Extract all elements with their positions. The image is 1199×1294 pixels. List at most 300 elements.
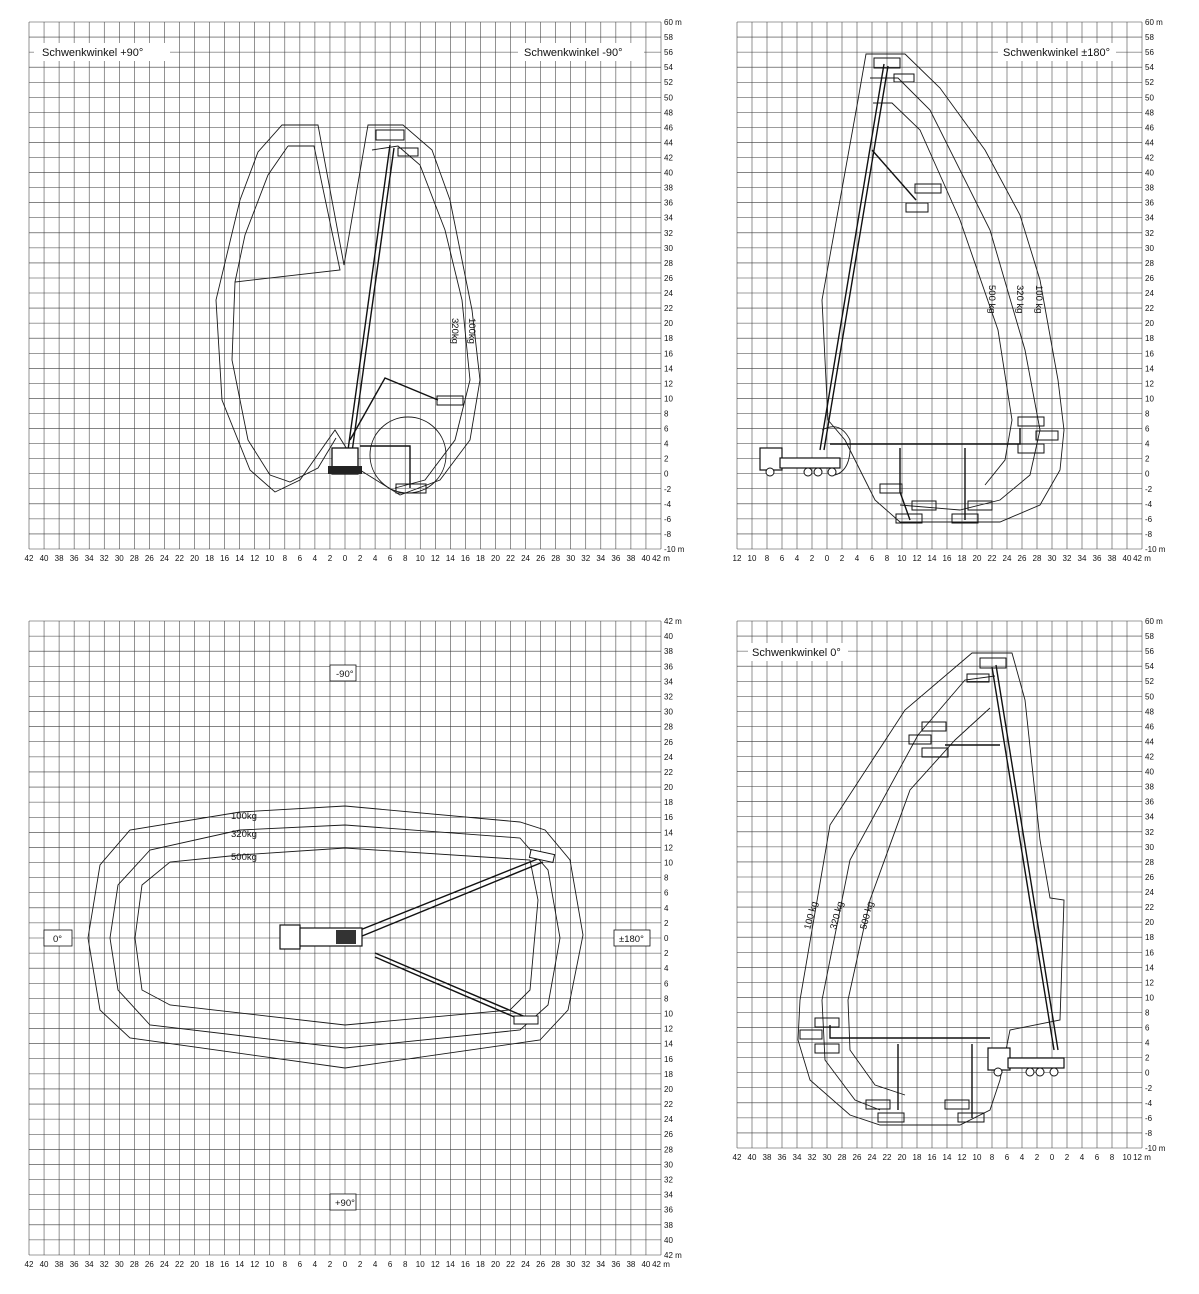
- label-swing-angle-plus-90: Schwenkwinkel +90°: [42, 47, 144, 59]
- x-tick-label: 34: [596, 554, 606, 563]
- y-tick-label: 36: [664, 1205, 673, 1215]
- y-tick-label: 16: [664, 349, 673, 359]
- y-tick-label: 8: [664, 873, 669, 883]
- y-tick-label: 26: [664, 737, 673, 747]
- y-tick-label: 38: [664, 183, 673, 193]
- x-tick-label: 38: [54, 1260, 64, 1269]
- panel-side-view-plus-minus-90: [25, 18, 685, 563]
- label-swing-angle-180: Schwenkwinkel ±180°: [1003, 47, 1111, 59]
- y-tick-label: 38: [664, 1220, 673, 1230]
- x-tick-label: 6: [297, 554, 303, 563]
- y-tick-label: 40: [664, 632, 673, 642]
- x-tick-label: 28: [129, 554, 139, 563]
- x-tick-label: 22: [175, 1260, 184, 1269]
- truck-side-view-icon: [760, 448, 840, 476]
- x-tick-label: 8: [402, 554, 408, 563]
- x-tick-label: 42: [24, 554, 34, 563]
- x-tick-label: 14: [235, 554, 245, 563]
- x-tick-label: 26: [852, 1153, 862, 1162]
- y-tick-label: 10: [664, 1009, 673, 1019]
- capacity-label-100kg: 100 kg: [1033, 285, 1044, 314]
- y-tick-label: 28: [1145, 857, 1154, 867]
- basket-icon: [909, 735, 931, 744]
- y-tick-label: 60 m: [1145, 18, 1163, 27]
- x-tick-label: 0: [342, 1260, 348, 1269]
- x-tick-label: 2: [327, 1260, 333, 1269]
- boom-mid-reach: [350, 378, 438, 440]
- x-tick-label: 26: [144, 554, 154, 563]
- x-tick-label: 6: [387, 554, 393, 563]
- x-tick-label: 10: [265, 1260, 275, 1269]
- x-tick-label: 34: [1077, 554, 1087, 563]
- envelope-inner-left: [232, 146, 340, 482]
- y-tick-label: 40: [1145, 767, 1154, 777]
- x-tick-label: 4: [854, 554, 860, 563]
- x-tick-label: 8: [1109, 1153, 1115, 1162]
- x-tick-label: 22: [175, 554, 184, 563]
- y-tick-label: 56: [664, 48, 673, 58]
- x-tick-label: 14: [445, 1260, 455, 1269]
- basket-icon: [945, 1100, 969, 1109]
- y-tick-label: 14: [664, 364, 673, 374]
- y-tick-label: 26: [664, 1130, 673, 1140]
- y-tick-label: 22: [664, 1100, 673, 1110]
- x-tick-label: 40: [1122, 554, 1132, 563]
- y-tick-label: 34: [664, 677, 673, 687]
- x-tick-label: 40: [641, 1260, 651, 1269]
- y-tick-label: 26: [664, 273, 673, 283]
- y-tick-label: 50: [1145, 93, 1154, 103]
- y-tick-label: -10 m: [664, 545, 685, 554]
- x-tick-label: 4: [312, 1260, 318, 1269]
- x-axis-ticks-top-left: [25, 554, 671, 563]
- y-tick-label: 20: [1145, 918, 1154, 928]
- x-tick-label: 10: [415, 554, 425, 563]
- y-tick-label: 8: [664, 994, 669, 1004]
- y-tick-label: 36: [664, 198, 673, 208]
- x-tick-label: 36: [69, 554, 79, 563]
- x-tick-label: 28: [551, 1260, 561, 1269]
- y-tick-label: 36: [1145, 797, 1154, 807]
- x-tick-label: 10: [265, 554, 275, 563]
- x-tick-label: 26: [1017, 554, 1027, 563]
- y-tick-label: 44: [1145, 737, 1154, 747]
- x-tick-label: 40: [747, 1153, 757, 1162]
- grid-bottom-right: [737, 621, 1142, 1148]
- y-tick-label: 16: [664, 813, 673, 823]
- y-tick-label: 48: [664, 108, 673, 118]
- y-tick-label: 20: [664, 1084, 673, 1094]
- y-tick-label: 34: [664, 213, 673, 223]
- y-tick-label: 32: [664, 228, 673, 238]
- x-tick-label: 30: [114, 554, 124, 563]
- x-tick-label: 34: [84, 1260, 94, 1269]
- x-tick-label: 2: [1064, 1153, 1070, 1162]
- x-tick-label: 6: [869, 554, 875, 563]
- x-tick-label: 30: [1047, 554, 1057, 563]
- x-tick-label: 24: [159, 554, 169, 563]
- x-tick-label: 30: [114, 1260, 124, 1269]
- basket-icon: [915, 184, 941, 193]
- y-tick-label: 16: [664, 1054, 673, 1064]
- boom-horizontal: [830, 1025, 990, 1038]
- x-tick-label: 20: [190, 554, 199, 563]
- y-tick-label: 60 m: [1145, 617, 1163, 626]
- basket-icon: [968, 501, 992, 510]
- y-tick-label: 14: [664, 828, 673, 838]
- y-axis-ticks-top-left: [664, 18, 685, 554]
- x-tick-label: 0: [824, 554, 830, 563]
- x-tick-label: 4: [1019, 1153, 1025, 1162]
- capacity-label-320kg: 320kg: [231, 829, 257, 840]
- x-tick-label: 8: [764, 554, 770, 563]
- x-tick-label: 36: [611, 554, 621, 563]
- y-tick-label: 24: [1145, 888, 1154, 898]
- x-tick-label: 16: [942, 554, 952, 563]
- x-tick-label: 2: [357, 554, 363, 563]
- x-tick-label: 12: [957, 1153, 967, 1162]
- y-tick-label: 32: [1145, 827, 1154, 837]
- y-tick-label: 52: [664, 78, 673, 88]
- x-tick-label: 18: [957, 554, 967, 563]
- capacity-label-500kg: 500 kg: [986, 285, 997, 314]
- y-tick-label: 2: [664, 949, 669, 959]
- y-tick-label: 34: [1145, 812, 1154, 822]
- y-tick-label: -4: [664, 499, 672, 509]
- x-tick-label: 12: [250, 1260, 260, 1269]
- x-tick-label: 18: [475, 1260, 485, 1269]
- y-tick-label: 30: [664, 1160, 673, 1170]
- y-tick-label: 54: [1145, 662, 1154, 672]
- y-tick-label: 46: [1145, 722, 1154, 732]
- x-tick-label: 24: [521, 1260, 531, 1269]
- x-tick-label: 32: [99, 554, 109, 563]
- y-tick-label: 48: [1145, 108, 1154, 118]
- y-tick-label: 22: [664, 304, 673, 314]
- y-tick-label: 12: [664, 843, 673, 853]
- y-tick-label: 28: [664, 1145, 673, 1155]
- x-tick-label: 10: [747, 554, 757, 563]
- x-tick-label: 22: [987, 554, 997, 563]
- y-tick-label: 54: [664, 63, 673, 73]
- y-tick-label: 22: [1145, 304, 1154, 314]
- y-tick-label: 30: [664, 707, 673, 717]
- x-tick-label: 38: [1107, 554, 1117, 563]
- x-tick-label: 12: [912, 554, 922, 563]
- y-tick-label: 24: [664, 289, 673, 299]
- x-tick-label: 20: [491, 554, 500, 563]
- x-tick-label: 34: [84, 554, 94, 563]
- x-tick-label: 2: [357, 1260, 363, 1269]
- y-tick-label: 24: [1145, 289, 1154, 299]
- y-tick-label: 18: [664, 1069, 673, 1079]
- capacity-label-500kg: 500 kg: [858, 900, 877, 931]
- y-tick-label: 32: [1145, 228, 1154, 238]
- y-tick-label: 28: [1145, 258, 1154, 268]
- capacity-label-320kg: 320 kg: [828, 900, 847, 931]
- x-tick-label: 18: [205, 1260, 215, 1269]
- x-tick-label: 12: [732, 554, 742, 563]
- x-axis-ticks-bottom-right: [733, 1153, 1152, 1162]
- y-tick-label: -8: [1145, 529, 1153, 539]
- y-tick-label: 38: [664, 647, 673, 657]
- x-tick-label: 12: [430, 1260, 440, 1269]
- basket-icon: [800, 1030, 822, 1039]
- capacity-label-100kg: 100 kg: [802, 900, 821, 931]
- x-tick-label: 8: [884, 554, 890, 563]
- x-tick-label: 8: [402, 1260, 408, 1269]
- y-tick-label: 26: [1145, 872, 1154, 882]
- x-tick-label: 22: [882, 1153, 892, 1162]
- y-tick-label: 56: [1145, 48, 1154, 58]
- y-tick-label: 18: [664, 798, 673, 808]
- y-tick-label: 10: [1145, 993, 1154, 1003]
- x-tick-label: 10: [1122, 1153, 1132, 1162]
- x-tick-label: 18: [205, 554, 215, 563]
- x-tick-label: 16: [927, 1153, 937, 1162]
- x-tick-label: 32: [807, 1153, 817, 1162]
- y-tick-label: 58: [1145, 632, 1154, 642]
- y-tick-label: 44: [664, 138, 673, 148]
- x-tick-label: 2: [839, 554, 845, 563]
- x-tick-label: 38: [54, 554, 64, 563]
- y-tick-label: 8: [1145, 1008, 1150, 1018]
- x-tick-label: 38: [626, 1260, 636, 1269]
- x-tick-label: 18: [475, 554, 485, 563]
- y-tick-label: 2: [1145, 1053, 1150, 1063]
- y-tick-label: 56: [1145, 647, 1154, 657]
- panel-side-view-180: [733, 18, 1166, 563]
- x-tick-label: 6: [297, 1260, 303, 1269]
- x-tick-label: 8: [282, 1260, 288, 1269]
- y-axis-ticks-top-right: [1145, 18, 1166, 554]
- boom-extended: [348, 145, 390, 450]
- x-tick-label: 10: [897, 554, 907, 563]
- y-tick-label: 10: [664, 394, 673, 404]
- basket-icon: [514, 1016, 538, 1024]
- x-tick-label: 12: [250, 554, 260, 563]
- x-tick-label: 14: [927, 554, 937, 563]
- y-tick-label: 40: [1145, 168, 1154, 178]
- x-tick-label: 32: [1062, 554, 1072, 563]
- x-tick-label: 26: [536, 554, 546, 563]
- x-tick-label: 40: [39, 554, 49, 563]
- y-tick-label: 2: [664, 454, 669, 464]
- boom-to-plus-90: [375, 953, 528, 1018]
- y-tick-label: 12: [1145, 978, 1154, 988]
- x-tick-label: 20: [972, 554, 982, 563]
- y-tick-label: 4: [664, 903, 669, 913]
- y-tick-label: -6: [664, 514, 672, 524]
- x-tick-label: 12: [430, 554, 440, 563]
- y-tick-label: 30: [664, 243, 673, 253]
- x-tick-label: 20: [190, 1260, 199, 1269]
- y-tick-label: 0: [664, 934, 669, 943]
- y-tick-label: 28: [664, 722, 673, 732]
- x-tick-label: 2: [1034, 1153, 1040, 1162]
- y-tick-label: 26: [1145, 273, 1154, 283]
- y-tick-label: 4: [1145, 439, 1150, 449]
- x-tick-label: 24: [521, 554, 531, 563]
- x-tick-label: 30: [822, 1153, 832, 1162]
- x-tick-label: 42 m: [652, 554, 670, 563]
- y-tick-label: 32: [664, 692, 673, 702]
- truck-side-view-icon: [988, 1048, 1064, 1076]
- y-tick-label: 32: [664, 1175, 673, 1185]
- y-tick-label: 14: [664, 1039, 673, 1049]
- y-tick-label: 34: [1145, 213, 1154, 223]
- x-tick-label: 30: [566, 1260, 576, 1269]
- y-tick-label: -6: [1145, 1113, 1153, 1123]
- y-tick-label: 46: [664, 123, 673, 133]
- y-tick-label: 2: [664, 918, 669, 928]
- x-tick-label: 36: [1092, 554, 1102, 563]
- y-tick-label: 44: [1145, 138, 1154, 148]
- y-tick-label: 14: [1145, 963, 1154, 973]
- x-tick-label: 30: [566, 554, 576, 563]
- x-tick-label: 28: [551, 554, 561, 563]
- y-tick-label: 36: [1145, 198, 1154, 208]
- x-tick-label: 40: [641, 554, 651, 563]
- y-tick-label: 52: [1145, 78, 1154, 88]
- y-tick-label: 48: [1145, 707, 1154, 717]
- x-axis-ticks-top-right: [733, 554, 1152, 563]
- y-tick-label: 8: [664, 409, 669, 419]
- y-tick-label: 30: [1145, 842, 1154, 852]
- y-tick-label: 42 m: [664, 1251, 682, 1260]
- capacity-label-100kg: 100kg: [466, 318, 477, 344]
- y-tick-label: -10 m: [1145, 545, 1166, 554]
- y-tick-label: 60 m: [664, 18, 682, 27]
- y-tick-label: 42: [1145, 752, 1154, 762]
- x-tick-label: 28: [837, 1153, 847, 1162]
- basket-icon: [866, 1100, 890, 1109]
- panel-top-view: [25, 617, 683, 1269]
- basket-icon: [878, 1113, 904, 1122]
- y-tick-label: 0: [664, 469, 669, 479]
- label-angle-0: 0°: [53, 934, 63, 945]
- y-tick-label: 38: [1145, 782, 1154, 792]
- envelope-outer-left: [216, 125, 480, 495]
- y-tick-label: 40: [664, 1235, 673, 1245]
- panel-side-view-0: [733, 617, 1166, 1162]
- y-tick-label: 20: [1145, 319, 1154, 329]
- y-tick-label: -2: [1145, 484, 1153, 494]
- capacity-label-100kg: 100kg: [231, 811, 257, 822]
- x-tick-label: 42: [732, 1153, 742, 1162]
- x-tick-label: 4: [372, 1260, 378, 1269]
- basket-icon: [980, 658, 1006, 668]
- y-tick-label: 18: [1145, 933, 1154, 943]
- x-tick-label: 0: [342, 554, 348, 563]
- x-tick-label: 18: [912, 1153, 922, 1162]
- y-tick-label: 6: [664, 979, 669, 989]
- x-tick-label: 8: [989, 1153, 995, 1162]
- x-tick-label: 6: [1004, 1153, 1010, 1162]
- y-tick-label: 6: [664, 424, 669, 434]
- basket-icon: [912, 501, 936, 510]
- x-tick-label: 34: [596, 1260, 606, 1269]
- grid-top-right: [737, 22, 1142, 549]
- x-tick-label: 40: [39, 1260, 49, 1269]
- x-tick-label: 12 m: [1133, 1153, 1151, 1162]
- label-angle-180: ±180°: [619, 934, 644, 945]
- x-tick-label: 24: [1002, 554, 1012, 563]
- x-tick-label: 6: [779, 554, 785, 563]
- x-tick-label: 6: [387, 1260, 393, 1269]
- x-tick-label: 42 m: [652, 1260, 670, 1269]
- x-tick-label: 0: [1049, 1153, 1055, 1162]
- x-tick-label: 32: [99, 1260, 109, 1269]
- y-tick-label: 42: [1145, 153, 1154, 163]
- x-tick-label: 22: [506, 554, 515, 563]
- x-tick-label: 42: [24, 1260, 34, 1269]
- x-tick-label: 36: [611, 1260, 621, 1269]
- x-tick-label: 14: [235, 1260, 245, 1269]
- boom-to-minus-90: [340, 858, 540, 938]
- y-tick-label: 42 m: [664, 617, 682, 626]
- y-tick-label: 4: [1145, 1038, 1150, 1048]
- x-tick-label: 4: [372, 554, 378, 563]
- x-tick-label: 26: [536, 1260, 546, 1269]
- label-angle-minus-90: -90°: [336, 669, 354, 680]
- y-tick-label: 18: [1145, 334, 1154, 344]
- x-tick-label: 10: [415, 1260, 425, 1269]
- y-tick-label: 4: [664, 439, 669, 449]
- envelope-100kg: [798, 653, 1064, 1125]
- y-tick-label: 6: [664, 888, 669, 898]
- y-tick-label: 24: [664, 752, 673, 762]
- x-tick-label: 6: [1094, 1153, 1100, 1162]
- x-tick-label: 4: [794, 554, 800, 563]
- x-tick-label: 16: [460, 554, 470, 563]
- x-tick-label: 16: [220, 1260, 230, 1269]
- y-tick-label: 12: [664, 1024, 673, 1034]
- label-angle-plus-90: +90°: [335, 1198, 355, 1209]
- y-tick-label: 22: [664, 767, 673, 777]
- x-tick-label: 24: [159, 1260, 169, 1269]
- y-tick-label: 40: [664, 168, 673, 178]
- y-tick-label: -6: [1145, 514, 1153, 524]
- x-tick-label: 26: [144, 1260, 154, 1269]
- x-tick-label: 38: [762, 1153, 772, 1162]
- y-tick-label: 2: [1145, 454, 1150, 464]
- envelope-100kg: [822, 54, 1064, 522]
- y-tick-label: 22: [1145, 903, 1154, 913]
- y-tick-label: -4: [1145, 499, 1153, 509]
- x-tick-label: 10: [972, 1153, 982, 1162]
- x-tick-label: 28: [1032, 554, 1042, 563]
- y-tick-label: 16: [1145, 948, 1154, 958]
- x-tick-label: 2: [327, 554, 333, 563]
- y-tick-label: -8: [664, 529, 672, 539]
- y-tick-label: 54: [1145, 63, 1154, 73]
- y-tick-label: -2: [664, 484, 672, 494]
- capacity-label-320kg: 320 kg: [1014, 285, 1025, 314]
- y-tick-label: 16: [1145, 349, 1154, 359]
- y-tick-label: 0: [1145, 469, 1150, 479]
- x-tick-label: 16: [460, 1260, 470, 1269]
- y-tick-label: 10: [664, 858, 673, 868]
- y-tick-label: 50: [1145, 692, 1154, 702]
- y-tick-label: 42: [664, 153, 673, 163]
- x-tick-label: 8: [282, 554, 288, 563]
- y-tick-label: 12: [1145, 379, 1154, 389]
- y-tick-label: 4: [664, 964, 669, 974]
- x-tick-label: 32: [581, 1260, 591, 1269]
- y-tick-label: 38: [1145, 183, 1154, 193]
- x-axis-ticks-bottom-left: [25, 1260, 671, 1269]
